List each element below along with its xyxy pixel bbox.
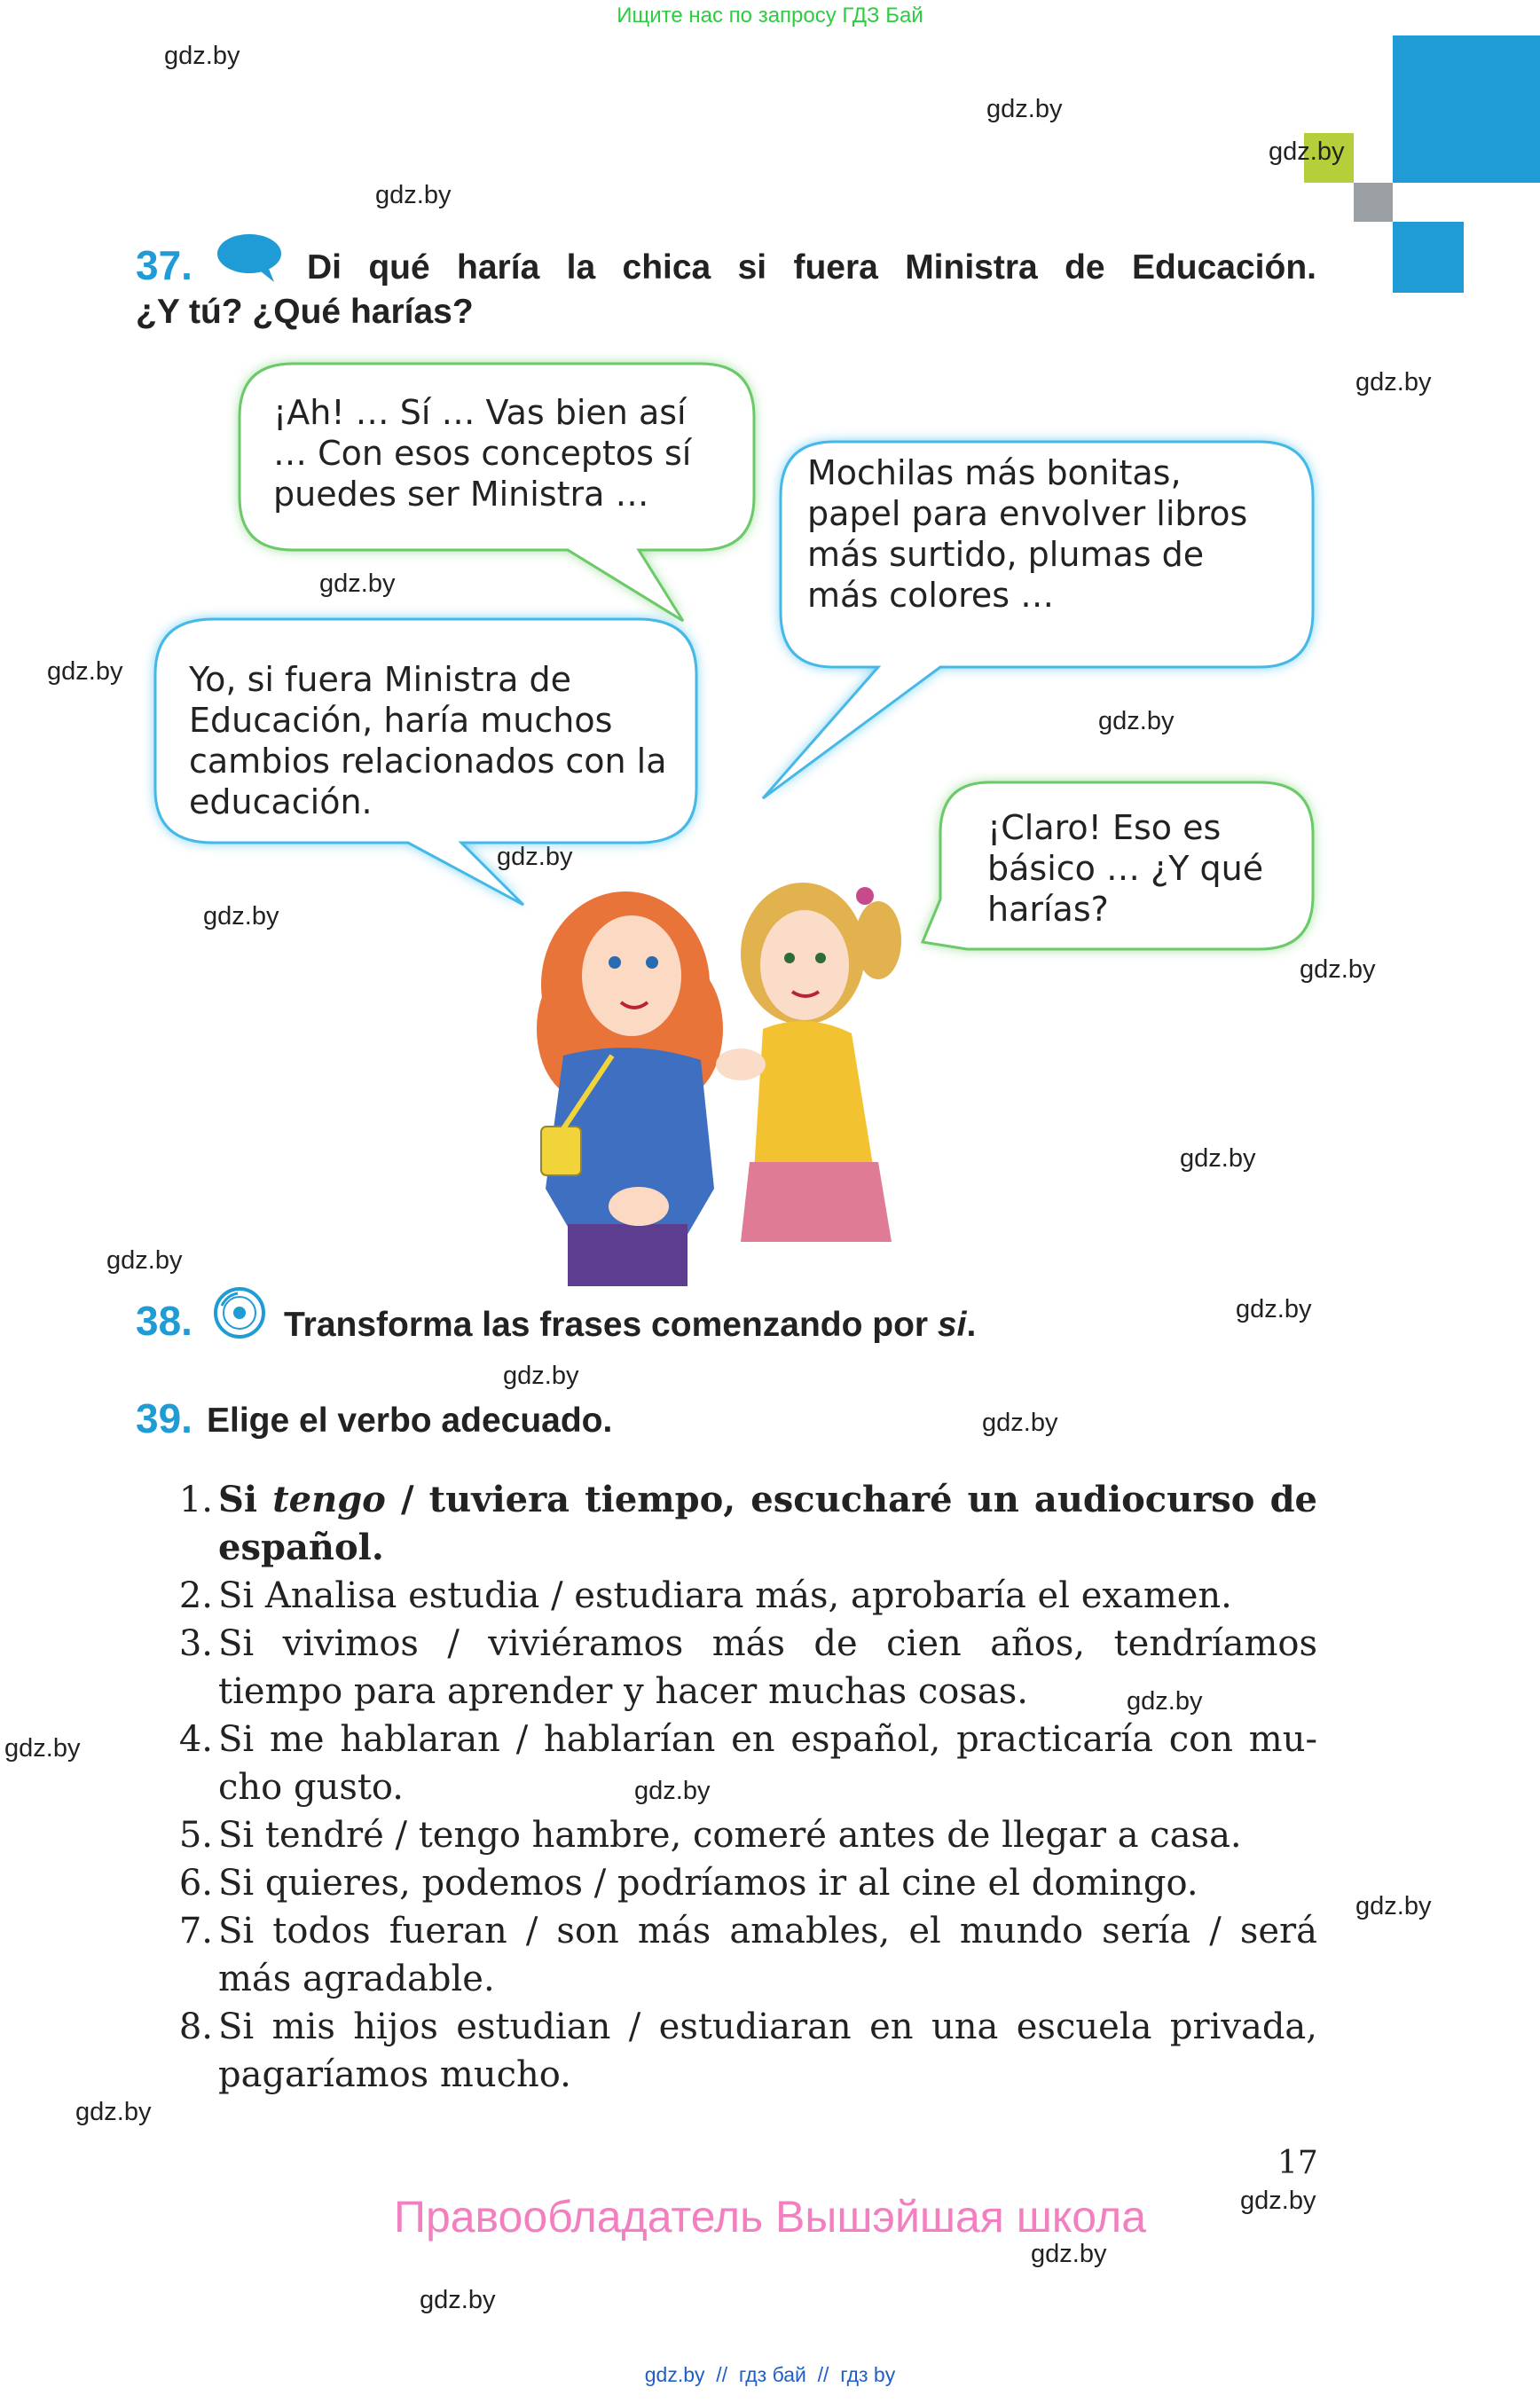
girl-blonde-illustration (716, 883, 901, 1242)
item-line (218, 1476, 1317, 1524)
watermark: gdz.by (47, 657, 123, 686)
bubble-1-line: ¡Ah! … Sí … Vas bien así (273, 393, 687, 432)
exercise-38-title-text: Transforma las frases comenzando por (284, 1306, 938, 1344)
item-line: tiempo para aprender y hacer muchas cosas. (218, 1671, 1029, 1712)
exercise-38-number: 38. (136, 1298, 192, 1344)
item-number: 2. (178, 1575, 213, 1616)
item-line: Si todos fueran / son más amables, el mundo sería / será (218, 1911, 1317, 1951)
item-line: Si tendré / tengo hambre, comeré antes de llegar a casa. (218, 1815, 1242, 1856)
list-item (160, 1907, 1317, 2003)
girl-red-hair-illustration (537, 891, 723, 1286)
watermark: gdz.by (1355, 1892, 1432, 1920)
audio-disc-icon (213, 1286, 266, 1339)
exercise-38-title-italic: si (937, 1306, 967, 1344)
item-number: 7. (178, 1911, 213, 1951)
exercise-39-title: Elige el verbo adecuado. (207, 1402, 613, 1440)
list-item (160, 2003, 1317, 2099)
bubble-1-line: … Con esos conceptos sí (273, 434, 692, 473)
exercise-37-number: 37. (136, 242, 192, 288)
item-number: 6. (178, 1863, 213, 1904)
bubble-4-line: básico … ¿Y qué (987, 849, 1264, 888)
watermark: gdz.by (319, 569, 396, 598)
item-text-italic: tengo (272, 1479, 386, 1520)
watermark: gdz.by (503, 1362, 579, 1390)
item-number: 1. (178, 1480, 213, 1520)
item-line: español. (218, 1527, 384, 1568)
item-line: Si mis hijos estudian / estudiaran en una escuela privada, (218, 2006, 1317, 2047)
watermark: gdz.by (1127, 1687, 1203, 1716)
bubble-1-text (273, 392, 691, 514)
list-item (160, 1716, 1317, 1811)
watermark: gdz.by (4, 1734, 81, 1763)
watermark: gdz.by (164, 42, 240, 70)
watermark: gdz.by (1031, 2240, 1107, 2268)
exercise-38-title (284, 1306, 976, 1345)
item-line: más agradable. (218, 1959, 495, 1999)
item-line: pagaríamos mucho. (218, 2054, 571, 2095)
bubble-4-line: harías? (987, 890, 1109, 929)
bubble-4-line: ¡Claro! Eso es (987, 808, 1222, 847)
exercise-37-title-line1: Di qué haría la chica si fuera Ministra de Educación. (307, 248, 1316, 287)
item-number: 5. (178, 1815, 213, 1856)
exercise-38-title-end: . (966, 1306, 977, 1344)
list-item (160, 1811, 1317, 1859)
item-text: Si (218, 1479, 273, 1520)
item-text: / tuviera tiempo, escucharé un audiocurso de (385, 1479, 1318, 1520)
search-hint: Ищите нас по запросу ГДЗ Бай (617, 4, 923, 27)
watermark: gdz.by (1300, 955, 1376, 984)
watermark: gdz.by (986, 95, 1063, 123)
watermark: gdz.by (1180, 1144, 1256, 1173)
watermark: gdz.by (1355, 368, 1432, 397)
watermark: gdz.by (1098, 707, 1175, 735)
bubble-2-line: más colores … (807, 576, 1055, 615)
item-line: cho gusto. (218, 1767, 405, 1808)
item-number: 3. (178, 1623, 213, 1664)
watermark: gdz.by (1269, 137, 1345, 166)
watermark: gdz.by (106, 1246, 183, 1275)
item-number: 8. (178, 2006, 213, 2047)
bubble-3-line: cambios relacionados con la (189, 742, 667, 781)
watermark: gdz.by (982, 1409, 1058, 1437)
item-line: Si me hablaran / hablarían en español, practicaría con mu- (218, 1719, 1317, 1760)
list-item (160, 1476, 1317, 1572)
bubble-2-line: papel para envolver libros (807, 494, 1248, 533)
bubble-3-line: Educación, haría muchos (189, 701, 613, 740)
watermark: gdz.by (1236, 1295, 1312, 1323)
list-item (160, 1859, 1317, 1907)
watermark: gdz.by (497, 843, 573, 871)
footer-links[interactable]: gdz.by // гдз бай // гдз by (644, 2363, 896, 2386)
list-item (160, 1620, 1317, 1716)
watermark: gdz.by (1240, 2187, 1316, 2215)
watermark: gdz.by (420, 2286, 496, 2314)
page-number: 17 (1277, 2145, 1318, 2181)
bubble-3-line: Yo, si fuera Ministra de (189, 660, 572, 699)
item-number: 4. (178, 1719, 213, 1760)
bubble-2-line: más surtido, plumas de (807, 535, 1205, 574)
exercise-37-title-line2: ¿Y tú? ¿Qué harías? (136, 293, 474, 331)
watermark: gdz.by (634, 1777, 711, 1805)
bubble-3-text (189, 659, 666, 822)
item-line: Si quieres, podemos / podríamos ir al cine el domingo. (218, 1863, 1198, 1904)
bubble-3-line: educación. (189, 782, 373, 821)
bubble-2-text (807, 452, 1247, 616)
watermark: gdz.by (203, 902, 279, 931)
list-item (160, 1572, 1317, 1620)
bubble-2-line: Mochilas más bonitas, (807, 453, 1182, 492)
exercise-39-number: 39. (136, 1395, 192, 1441)
bubble-1-line: puedes ser Ministra … (273, 475, 649, 514)
watermark: gdz.by (75, 2098, 152, 2126)
item-line: Si vivimos / viviéramos más de cien años, tendríamos (218, 1623, 1317, 1664)
watermark: gdz.by (375, 181, 452, 209)
rights-holder: Правообладатель Вышэйшая школа (394, 2192, 1146, 2242)
item-line: Si Analisa estudia / estudiara más, aprobaría el examen. (218, 1575, 1232, 1616)
bubble-4-text (987, 807, 1263, 930)
